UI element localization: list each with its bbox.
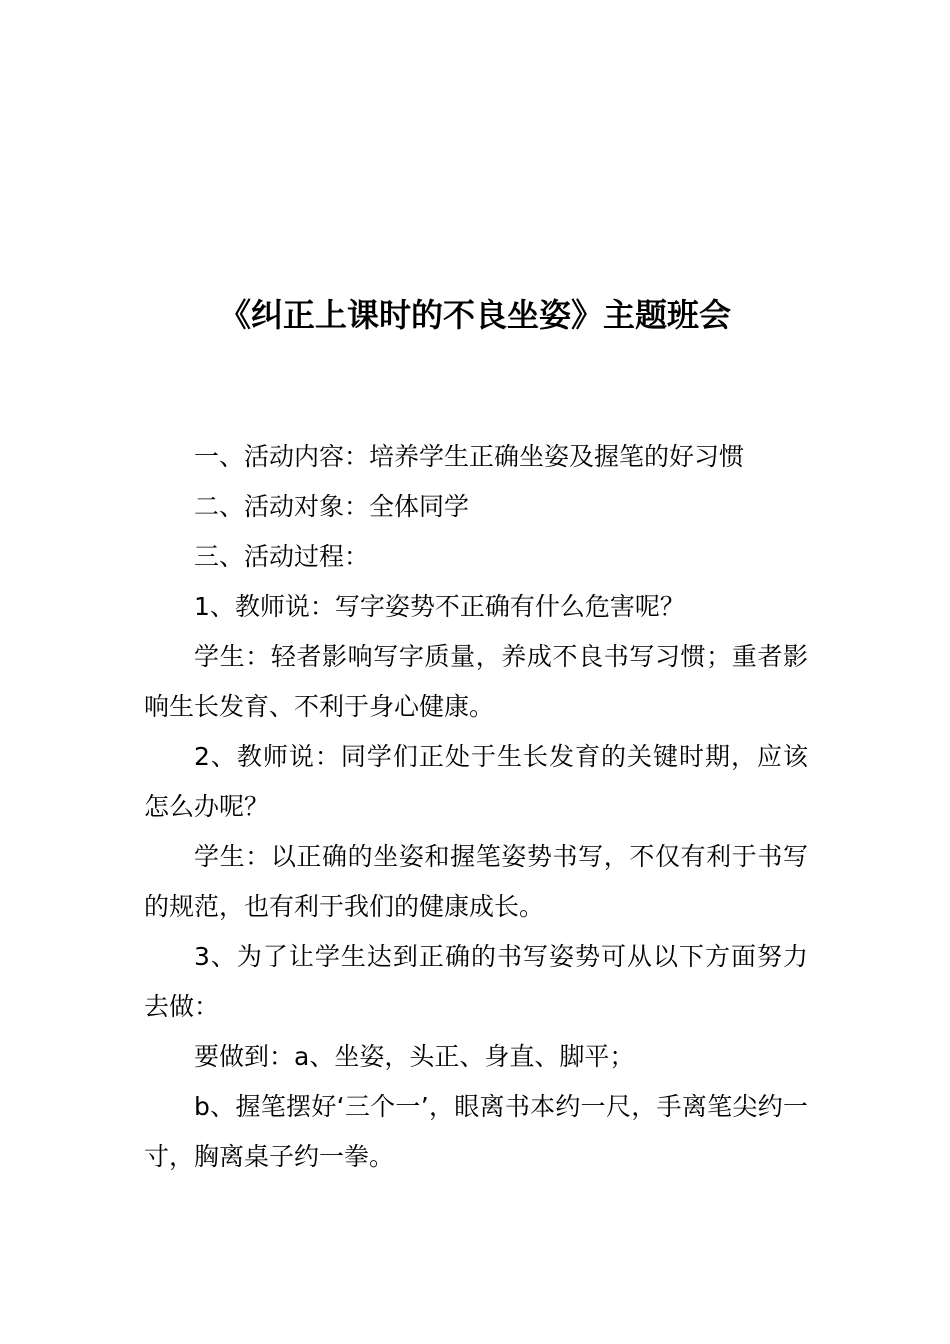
document-title: 《纠正上课时的不良坐姿》主题班会 [218,296,731,334]
paragraph-activity-process: 三、活动过程： [194,542,370,571]
paragraph-student-answer-2: 学生：以正确的坐姿和握笔姿势书写，不仅有利于书写的规范，也有利于我们的健康成长。 [144,842,808,921]
paragraph-student-answer-1: 学生：轻者影响写字质量，养成不良书写习惯；重者影响生长发育、不利于身心健康。 [144,642,808,721]
document-body [144,432,808,1182]
paragraph-activity-target: 二、活动对象：全体同学 [194,492,470,521]
paragraph-requirement-a: 要做到：a、坐姿，头正、身直、脚平； [194,1042,635,1071]
paragraph-step-3: 3、为了让学生达到正确的书写姿势可从以下方面努力去做： [144,942,808,1021]
paragraph-teacher-question-2: 2、教师说：同学们正处于生长发育的关键时期，应该怎么办呢？ [144,742,808,821]
paragraph-teacher-question-1: 1、教师说：写字姿势不正确有什么危害呢？ [194,592,685,621]
paragraph-requirement-b: b、握笔摆好‘三个一’，眼离书本约一尺，手离笔尖约一寸，胸离桌子约一拳。 [144,1092,808,1171]
paragraph-activity-content: 一、活动内容：培养学生正确坐姿及握笔的好习惯 [194,442,745,471]
